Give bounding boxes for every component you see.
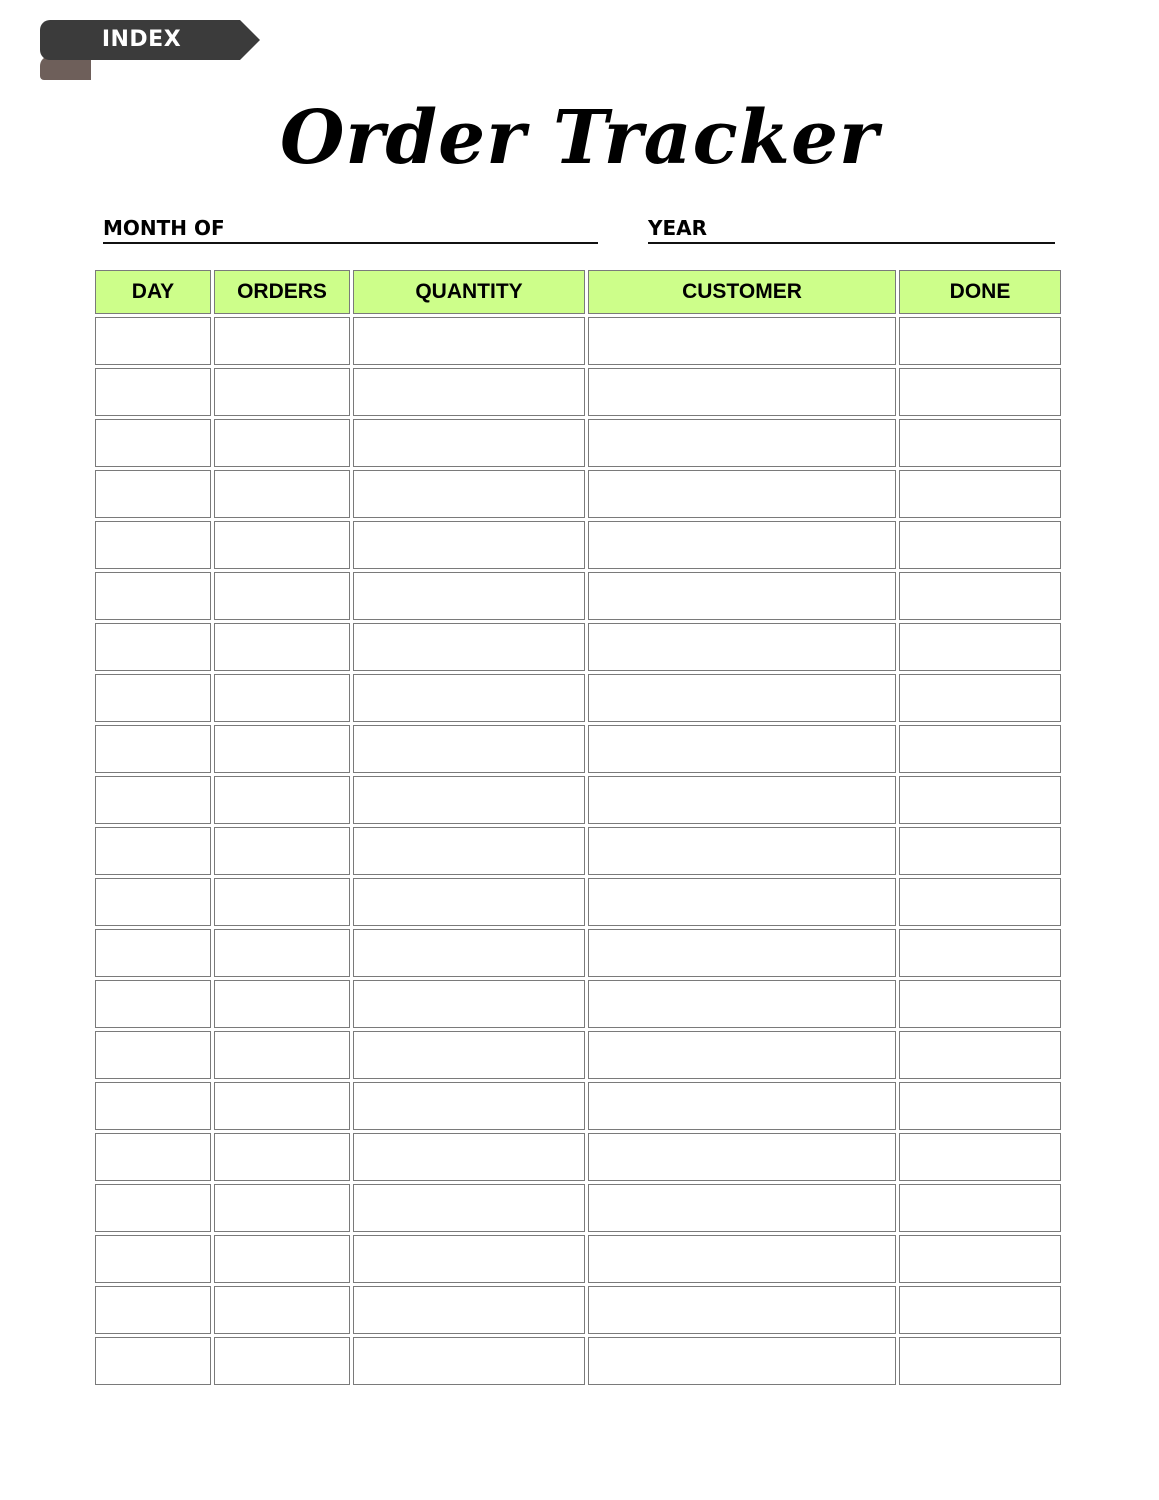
cell-day[interactable]: [95, 317, 211, 365]
index-tab[interactable]: [40, 20, 260, 80]
cell-done[interactable]: [899, 1031, 1061, 1079]
cell-customer[interactable]: [588, 521, 896, 569]
cell-orders[interactable]: [214, 368, 350, 416]
cell-done[interactable]: [899, 1133, 1061, 1181]
year-field: [648, 212, 1055, 244]
cell-orders[interactable]: [214, 1031, 350, 1079]
month-input[interactable]: [233, 216, 598, 242]
table-row: [95, 776, 1061, 824]
cell-day[interactable]: [95, 1337, 211, 1385]
cell-done[interactable]: [899, 572, 1061, 620]
cell-customer[interactable]: [588, 725, 896, 773]
cell-day[interactable]: [95, 827, 211, 875]
cell-orders[interactable]: [214, 1184, 350, 1232]
cell-orders[interactable]: [214, 317, 350, 365]
cell-orders[interactable]: [214, 1082, 350, 1130]
cell-customer[interactable]: [588, 368, 896, 416]
cell-orders[interactable]: [214, 1337, 350, 1385]
table-row: [95, 725, 1061, 773]
table-row: [95, 929, 1061, 977]
cell-quantity[interactable]: [353, 1031, 585, 1079]
cell-customer[interactable]: [588, 878, 896, 926]
cell-day[interactable]: [95, 1235, 211, 1283]
cell-done[interactable]: [899, 1184, 1061, 1232]
cell-orders[interactable]: [214, 1286, 350, 1334]
cell-customer[interactable]: [588, 674, 896, 722]
cell-quantity[interactable]: [353, 1337, 585, 1385]
cell-day[interactable]: [95, 1082, 211, 1130]
cell-orders[interactable]: [214, 470, 350, 518]
column-header-customer: CUSTOMER: [588, 270, 896, 314]
index-tab-label: INDEX: [101, 27, 182, 52]
cell-quantity[interactable]: [353, 1184, 585, 1232]
cell-quantity[interactable]: [353, 776, 585, 824]
cell-quantity[interactable]: [353, 521, 585, 569]
cell-customer[interactable]: [588, 1337, 896, 1385]
cell-quantity[interactable]: [353, 725, 585, 773]
cell-customer[interactable]: [588, 1082, 896, 1130]
cell-customer[interactable]: [588, 980, 896, 1028]
table-row: [95, 368, 1061, 416]
table-header-row: [95, 270, 1061, 314]
cell-day[interactable]: [95, 572, 211, 620]
cell-customer[interactable]: [588, 776, 896, 824]
cell-customer[interactable]: [588, 929, 896, 977]
cell-day[interactable]: [95, 1133, 211, 1181]
cell-done[interactable]: [899, 1337, 1061, 1385]
table-row: [95, 470, 1061, 518]
cell-done[interactable]: [899, 623, 1061, 671]
cell-day[interactable]: [95, 1031, 211, 1079]
cell-orders[interactable]: [214, 878, 350, 926]
cell-customer[interactable]: [588, 1235, 896, 1283]
cell-day[interactable]: [95, 929, 211, 977]
table-row: [95, 878, 1061, 926]
cell-customer[interactable]: [588, 827, 896, 875]
cell-customer[interactable]: [588, 572, 896, 620]
month-label: MONTH OF: [103, 216, 225, 240]
table-row: [95, 674, 1061, 722]
cell-done[interactable]: [899, 470, 1061, 518]
cell-quantity[interactable]: [353, 878, 585, 926]
cell-day[interactable]: [95, 1286, 211, 1334]
cell-quantity[interactable]: [353, 1286, 585, 1334]
table-row: [95, 1286, 1061, 1334]
table-row: [95, 1235, 1061, 1283]
cell-customer[interactable]: [588, 317, 896, 365]
cell-done[interactable]: [899, 1235, 1061, 1283]
cell-orders[interactable]: [214, 725, 350, 773]
cell-quantity[interactable]: [353, 470, 585, 518]
column-header-done: DONE: [899, 270, 1061, 314]
column-header-quantity: QUANTITY: [353, 270, 585, 314]
table-row: [95, 980, 1061, 1028]
cell-orders[interactable]: [214, 827, 350, 875]
cell-quantity[interactable]: [353, 419, 585, 467]
cell-orders[interactable]: [214, 419, 350, 467]
order-tracker-table: [92, 267, 1064, 1388]
table-row: [95, 572, 1061, 620]
table-row: [95, 1133, 1061, 1181]
column-header-day: DAY: [95, 270, 211, 314]
column-header-orders: ORDERS: [214, 270, 350, 314]
table-row: [95, 317, 1061, 365]
cell-day[interactable]: [95, 725, 211, 773]
cell-orders[interactable]: [214, 1235, 350, 1283]
table-row: [95, 827, 1061, 875]
cell-customer[interactable]: [588, 470, 896, 518]
month-field: [103, 212, 598, 244]
cell-day[interactable]: [95, 470, 211, 518]
cell-quantity[interactable]: [353, 1235, 585, 1283]
cell-quantity[interactable]: [353, 1082, 585, 1130]
cell-day[interactable]: [95, 1184, 211, 1232]
cell-done[interactable]: [899, 1082, 1061, 1130]
cell-day[interactable]: [95, 521, 211, 569]
page-title: Order Tracker: [279, 95, 880, 181]
cell-quantity[interactable]: [353, 572, 585, 620]
cell-quantity[interactable]: [353, 827, 585, 875]
cell-day[interactable]: [95, 623, 211, 671]
cell-done[interactable]: [899, 674, 1061, 722]
cell-done[interactable]: [899, 368, 1061, 416]
cell-orders[interactable]: [214, 521, 350, 569]
cell-done[interactable]: [899, 929, 1061, 977]
cell-orders[interactable]: [214, 674, 350, 722]
cell-day[interactable]: [95, 368, 211, 416]
cell-day[interactable]: [95, 674, 211, 722]
table-row: [95, 1031, 1061, 1079]
year-label: YEAR: [648, 216, 708, 240]
cell-done[interactable]: [899, 980, 1061, 1028]
cell-customer[interactable]: [588, 623, 896, 671]
cell-done[interactable]: [899, 521, 1061, 569]
cell-orders[interactable]: [214, 1133, 350, 1181]
cell-orders[interactable]: [214, 623, 350, 671]
cell-day[interactable]: [95, 878, 211, 926]
cell-customer[interactable]: [588, 1031, 896, 1079]
cell-done[interactable]: [899, 827, 1061, 875]
cell-quantity[interactable]: [353, 623, 585, 671]
cell-customer[interactable]: [588, 419, 896, 467]
table-row: [95, 419, 1061, 467]
table-row: [95, 521, 1061, 569]
cell-quantity[interactable]: [353, 980, 585, 1028]
cell-day[interactable]: [95, 419, 211, 467]
cell-done[interactable]: [899, 317, 1061, 365]
year-input[interactable]: [715, 216, 1055, 242]
cell-customer[interactable]: [588, 1286, 896, 1334]
cell-done[interactable]: [899, 878, 1061, 926]
cell-quantity[interactable]: [353, 368, 585, 416]
cell-day[interactable]: [95, 980, 211, 1028]
cell-done[interactable]: [899, 776, 1061, 824]
table-row: [95, 1082, 1061, 1130]
cell-quantity[interactable]: [353, 674, 585, 722]
cell-orders[interactable]: [214, 929, 350, 977]
cell-orders[interactable]: [214, 776, 350, 824]
cell-customer[interactable]: [588, 1133, 896, 1181]
cell-quantity[interactable]: [353, 317, 585, 365]
cell-done[interactable]: [899, 419, 1061, 467]
table-body: [95, 317, 1061, 1385]
cell-done[interactable]: [899, 725, 1061, 773]
cell-orders[interactable]: [214, 980, 350, 1028]
table-row: [95, 1337, 1061, 1385]
table-row: [95, 623, 1061, 671]
cell-done[interactable]: [899, 1286, 1061, 1334]
cell-orders[interactable]: [214, 572, 350, 620]
cell-quantity[interactable]: [353, 929, 585, 977]
cell-quantity[interactable]: [353, 1133, 585, 1181]
cell-day[interactable]: [95, 776, 211, 824]
cell-customer[interactable]: [588, 1184, 896, 1232]
table-row: [95, 1184, 1061, 1232]
